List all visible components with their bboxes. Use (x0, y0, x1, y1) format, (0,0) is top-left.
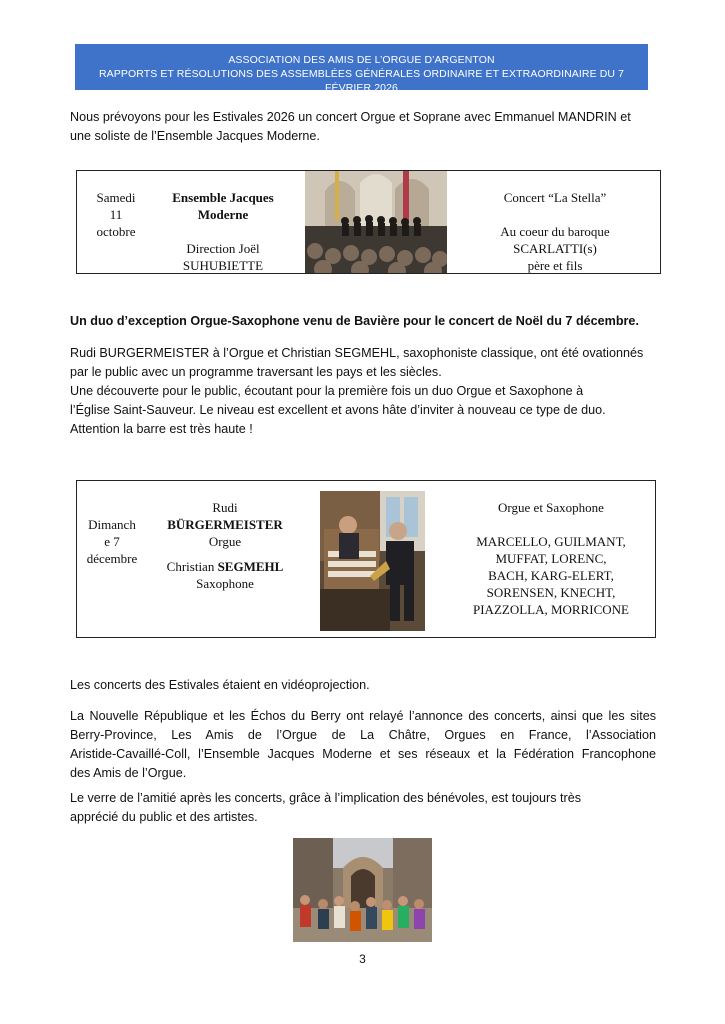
press-paragraph (70, 707, 656, 783)
concert-ensemble-box (76, 170, 661, 274)
program-line: PIAZZOLLA, MORRICONE (473, 602, 629, 617)
date-month: décembre (86, 551, 138, 566)
concert2-performers (147, 499, 303, 592)
concert-title: Orgue et Saxophone (498, 500, 604, 515)
duo-line: l’Église Saint-Sauveur. Le niveau est excellent et avons hâte d’inviter à nouveau ce type de duo. (70, 403, 606, 417)
program-line: MARCELLO, GUILMANT, (476, 534, 626, 549)
page-number: 3 (359, 952, 366, 966)
concert-title: Concert “La Stella” (503, 190, 607, 205)
performer2-role: Saxophone (196, 576, 254, 591)
duo-line: par le public avec un programme traversant les pays et les siècles. (70, 365, 442, 379)
program-line: SCARLATTI(s) (513, 241, 597, 256)
date-day: 11 (109, 207, 123, 222)
concert1-program (455, 189, 655, 274)
performer1-role: Orgue (208, 534, 242, 549)
press-line: La Nouvelle République et les Échos du Berry ont relayé l’annonce des concerts, ainsi que les sites (70, 709, 656, 723)
performer1-last-name: BÜRGERMEISTER (167, 517, 283, 532)
duo-section-heading: Un duo d’exception Orgue-Saxophone venu de Bavière pour le concert de Noël du 7 décembre. (70, 314, 639, 328)
document-header-banner (75, 44, 648, 94)
press-line: Aristide-Cavaillé-Coll, l’Ensemble Jacques Moderne et ses réseaux et la Fédération Francophone (70, 747, 656, 761)
intro-paragraph (70, 108, 656, 146)
duo-line: Attention la barre est très haute ! (70, 422, 253, 436)
program-line: SORENSEN, KNECHT, (486, 585, 616, 600)
video-projection-text: Les concerts des Estivales étaient en vidéoprojection. (70, 678, 370, 692)
concert-duo-box (76, 480, 656, 638)
concert1-performers (155, 189, 291, 274)
date-weekday: Samedi (96, 190, 136, 205)
organ-saxophone-duo-photo (320, 491, 425, 631)
date-day: e 7 (104, 534, 120, 549)
date-month: octobre (96, 224, 136, 239)
concert2-program (453, 499, 649, 618)
program-line: MUFFAT, LORENC, (495, 551, 607, 566)
friendship-line: apprécié du public et des artistes. (70, 810, 258, 824)
concert1-date (85, 189, 147, 240)
duo-line: Rudi BURGERMEISTER à l’Orgue et Christian SEGMEHL, saxophoniste classique, ont été ovationnés (70, 346, 644, 360)
duo-line: Une découverte pour le public, écoutant pour la première fois un duo Orgue et Saxophone à (70, 384, 584, 398)
intro-line: une soliste de l’Ensemble Jacques Moderne. (70, 129, 320, 143)
program-line: père et fils (527, 258, 583, 273)
duo-paragraph (70, 344, 656, 439)
concert2-date (79, 516, 145, 567)
performer1-first-name: Rudi (212, 500, 238, 515)
intro-line: Nous prévoyons pour les Estivales 2026 un concert Orgue et Soprane avec Emmanuel MANDRIN et (70, 110, 631, 124)
friendship-line: Le verre de l’amitié après les concerts, grâce à l’implication des bénévoles, est toujours très (70, 791, 581, 805)
ensemble-name: Moderne (197, 207, 249, 222)
friendship-paragraph (70, 789, 656, 827)
ensemble-concert-photo (305, 171, 447, 273)
press-line: Berry-Province, Les Amis de l’Orgue de La Châtre, Orgues en France, l’Association (70, 728, 656, 742)
ensemble-name: Ensemble Jacques (172, 190, 274, 205)
program-line: BACH, KARG-ELERT, (488, 568, 614, 583)
press-line: des Amis de l’Orgue. (70, 766, 187, 780)
program-line: Au coeur du baroque (500, 224, 610, 239)
direction-label: Direction Joël (186, 241, 260, 256)
reception-after-concert-photo (293, 838, 432, 942)
performer2-last-name: SEGMEHL (217, 559, 284, 574)
performer2-first-name: Christian (166, 559, 215, 574)
director-name: SUHUBIETTE (182, 258, 264, 273)
date-weekday: Dimanch (88, 517, 136, 532)
performer2-name (147, 558, 303, 575)
header-association-name: ASSOCIATION DES AMIS DE L’ORGUE D’ARGENTON (228, 54, 495, 66)
header-report-title: RAPPORTS ET RÉSOLUTIONS DES ASSEMBLÉES GÉNÉRALES ORDINAIRE ET EXTRAORDINAIRE DU 7 FÉVRIER 2026 (98, 68, 625, 94)
